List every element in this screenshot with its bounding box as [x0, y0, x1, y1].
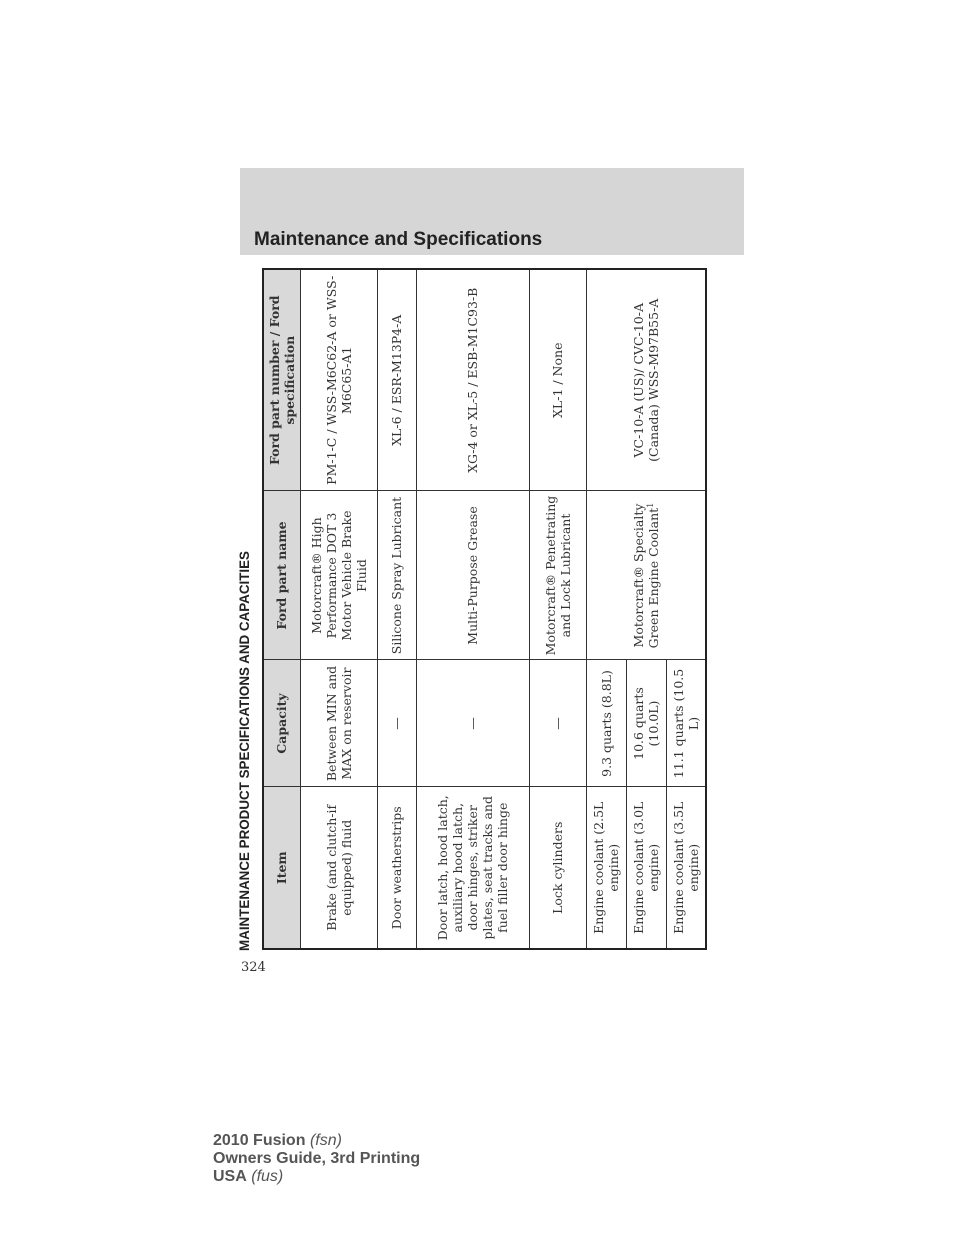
page-number: 324 — [241, 960, 266, 975]
cell-coolant-part-number: VC-10-A (US)/ CVC-10-A (Canada) WSS-M97B55-A — [586, 269, 706, 491]
cell-coolant-part-name — [586, 491, 706, 660]
footer-line-3 — [213, 1168, 420, 1186]
cell-part-name: Motorcraft® Penetrating and Lock Lubricant — [529, 491, 586, 660]
cell-capacity: — — [416, 660, 529, 787]
cell-capacity: 11.1 quarts (10.5 L) — [666, 660, 706, 787]
cell-item: Door latch, hood latch, auxiliary hood latch, door hinges, striker plates, seat tracks and fuel filler door hinge — [416, 787, 529, 949]
cell-capacity: 9.3 quarts (8.8L) — [586, 660, 626, 787]
cell-capacity: — — [529, 660, 586, 787]
cell-item: Engine coolant (2.5L engine) — [586, 787, 626, 949]
cell-item: Door weatherstrips — [377, 787, 416, 949]
cell-item: Brake (and clutch-if equipped) fluid — [300, 787, 377, 949]
cell-capacity: — — [377, 660, 416, 787]
header-capacity: Capacity — [263, 660, 300, 787]
cell-part-number: XG-4 or XL-5 / ESB-M1C93-B — [416, 269, 529, 491]
cell-part-number: XL-1 / None — [529, 269, 586, 491]
footer-line-1 — [213, 1132, 420, 1150]
footer-market-code: (fus) — [251, 1168, 284, 1185]
cell-item: Engine coolant (3.5L engine) — [666, 787, 706, 949]
footer — [213, 1132, 420, 1186]
header-item: Item — [263, 787, 300, 949]
header-part-name: Ford part name — [263, 491, 300, 660]
footer-model: 2010 Fusion — [213, 1132, 306, 1149]
cell-part-name: Silicone Spray Lubricant — [377, 491, 416, 660]
table-row — [377, 269, 416, 949]
specifications-table — [262, 268, 707, 950]
specifications-table-frame — [262, 270, 705, 950]
table-row — [300, 269, 377, 949]
cell-capacity: 10.6 quarts (10.0L) — [626, 660, 666, 787]
header-part-number: Ford part number / Ford specification — [263, 269, 300, 491]
cell-item: Engine coolant (3.0L engine) — [626, 787, 666, 949]
cell-item: Lock cylinders — [529, 787, 586, 949]
coolant-part-name-text: Motorcraft® Specialty Green Engine Coolant — [630, 503, 661, 649]
footer-model-code: (fsn) — [309, 1132, 342, 1149]
table-row — [586, 269, 626, 949]
cell-part-number: PM-1-C / WSS-M6C62-A or WSS-M6C65-A1 — [300, 269, 377, 491]
table-row — [416, 269, 529, 949]
cell-part-name: Motorcraft® High Performance DOT 3 Motor Vehicle Brake Fluid — [300, 491, 377, 660]
coolant-footnote-marker: 1 — [645, 502, 655, 508]
page-title: Maintenance and Specifications — [254, 229, 543, 250]
footer-market: USA — [213, 1168, 247, 1185]
section-title: MAINTENANCE PRODUCT SPECIFICATIONS AND CAPACITIES — [237, 551, 252, 951]
table-header-row — [263, 269, 300, 949]
cell-capacity: Between MIN and MAX on reservoir — [300, 660, 377, 787]
table-row — [529, 269, 586, 949]
footer-line-2: Owners Guide, 3rd Printing — [213, 1150, 421, 1167]
cell-part-name: Multi-Purpose Grease — [416, 491, 529, 660]
cell-part-number: XL-6 / ESR-M13P4-A — [377, 269, 416, 491]
